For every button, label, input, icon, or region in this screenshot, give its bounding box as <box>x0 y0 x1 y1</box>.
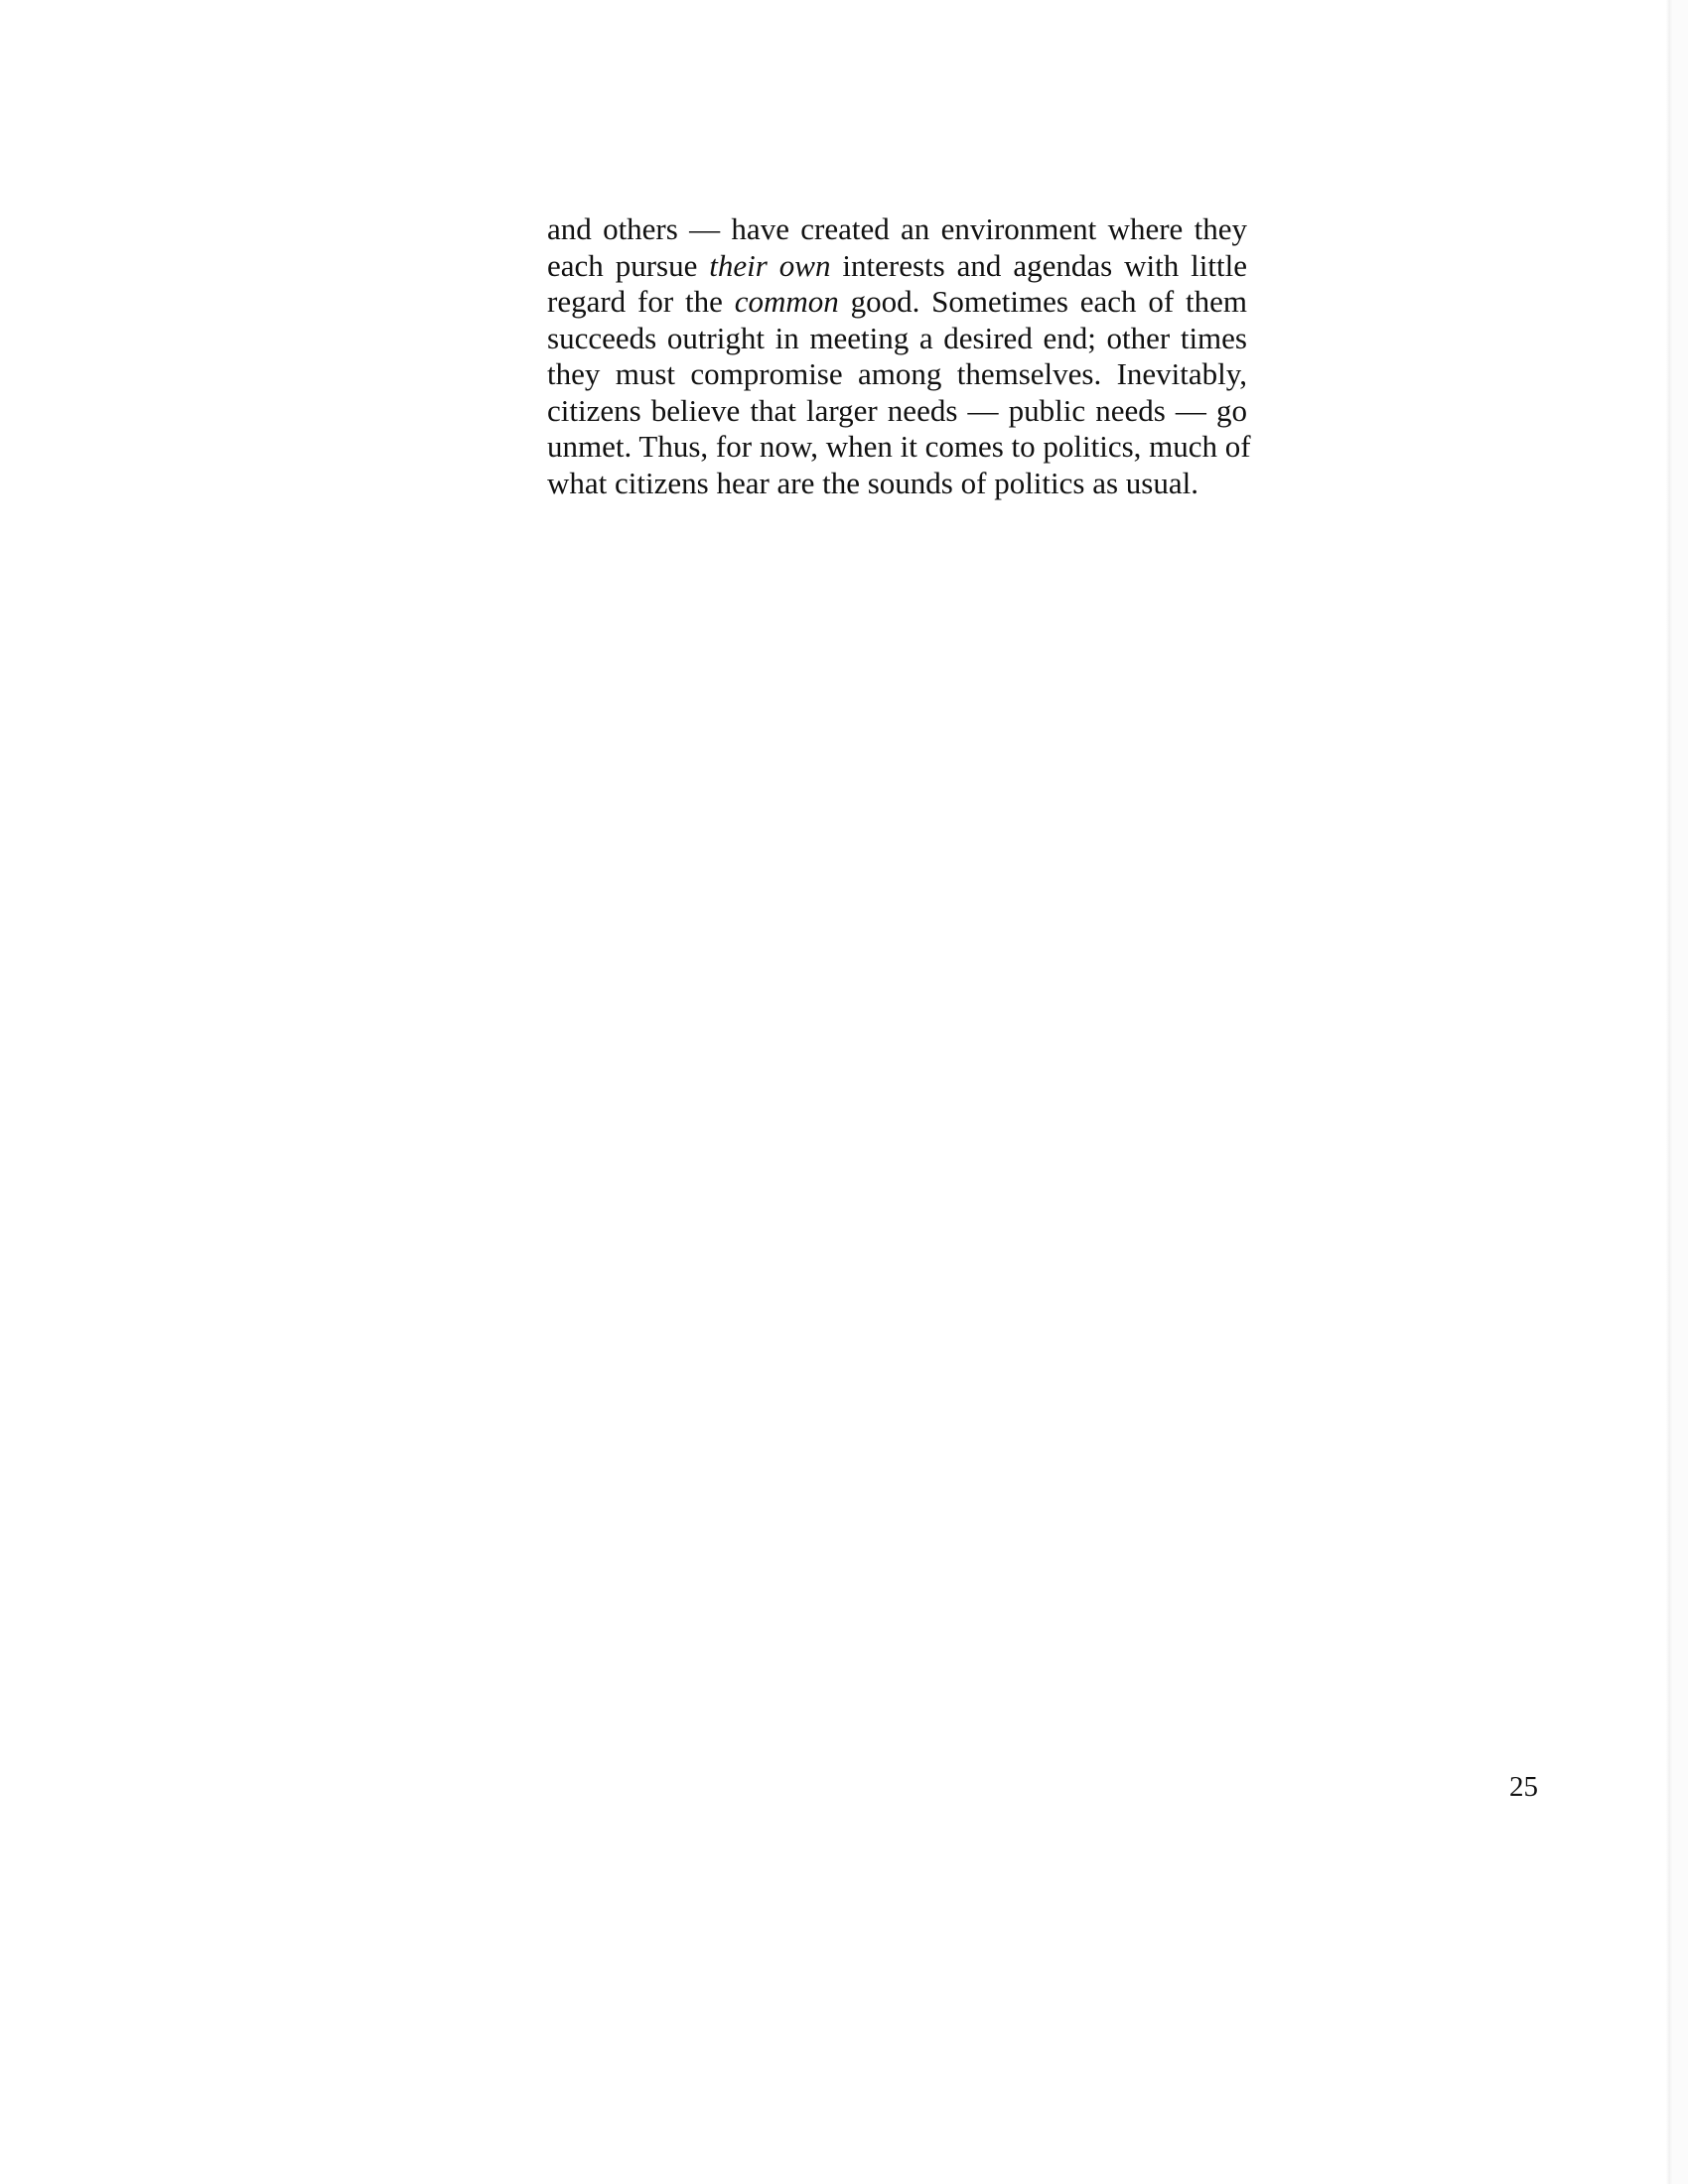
emphasis-common: common <box>734 284 839 319</box>
emphasis-their-own: their own <box>709 247 831 283</box>
scan-edge-shadow <box>1666 0 1672 2184</box>
paragraph-line-5: they must compromise among themselves. Inevitably, <box>547 356 1247 391</box>
paragraph-line-3: regard for the common good. Sometimes each of them <box>547 284 1247 319</box>
paragraph-line-8: what citizens hear are the sounds of politics as usual. <box>547 465 1198 500</box>
paragraph-line-7: unmet. Thus, for now, when it comes to politics, much of <box>547 429 1251 464</box>
page-number: 25 <box>1509 1771 1538 1803</box>
paragraph-line-2: each pursue their own interests and agendas with little <box>547 247 1247 283</box>
paragraph-line-1: and others — have created an environment where they <box>547 211 1247 246</box>
scan-edge-margin <box>1672 0 1688 2184</box>
paragraph-line-4: succeeds outright in meeting a desired end; other times <box>547 320 1247 355</box>
paragraph-line-6: citizens believe that larger needs — public needs — go <box>547 392 1247 428</box>
body-paragraph <box>547 211 1251 501</box>
